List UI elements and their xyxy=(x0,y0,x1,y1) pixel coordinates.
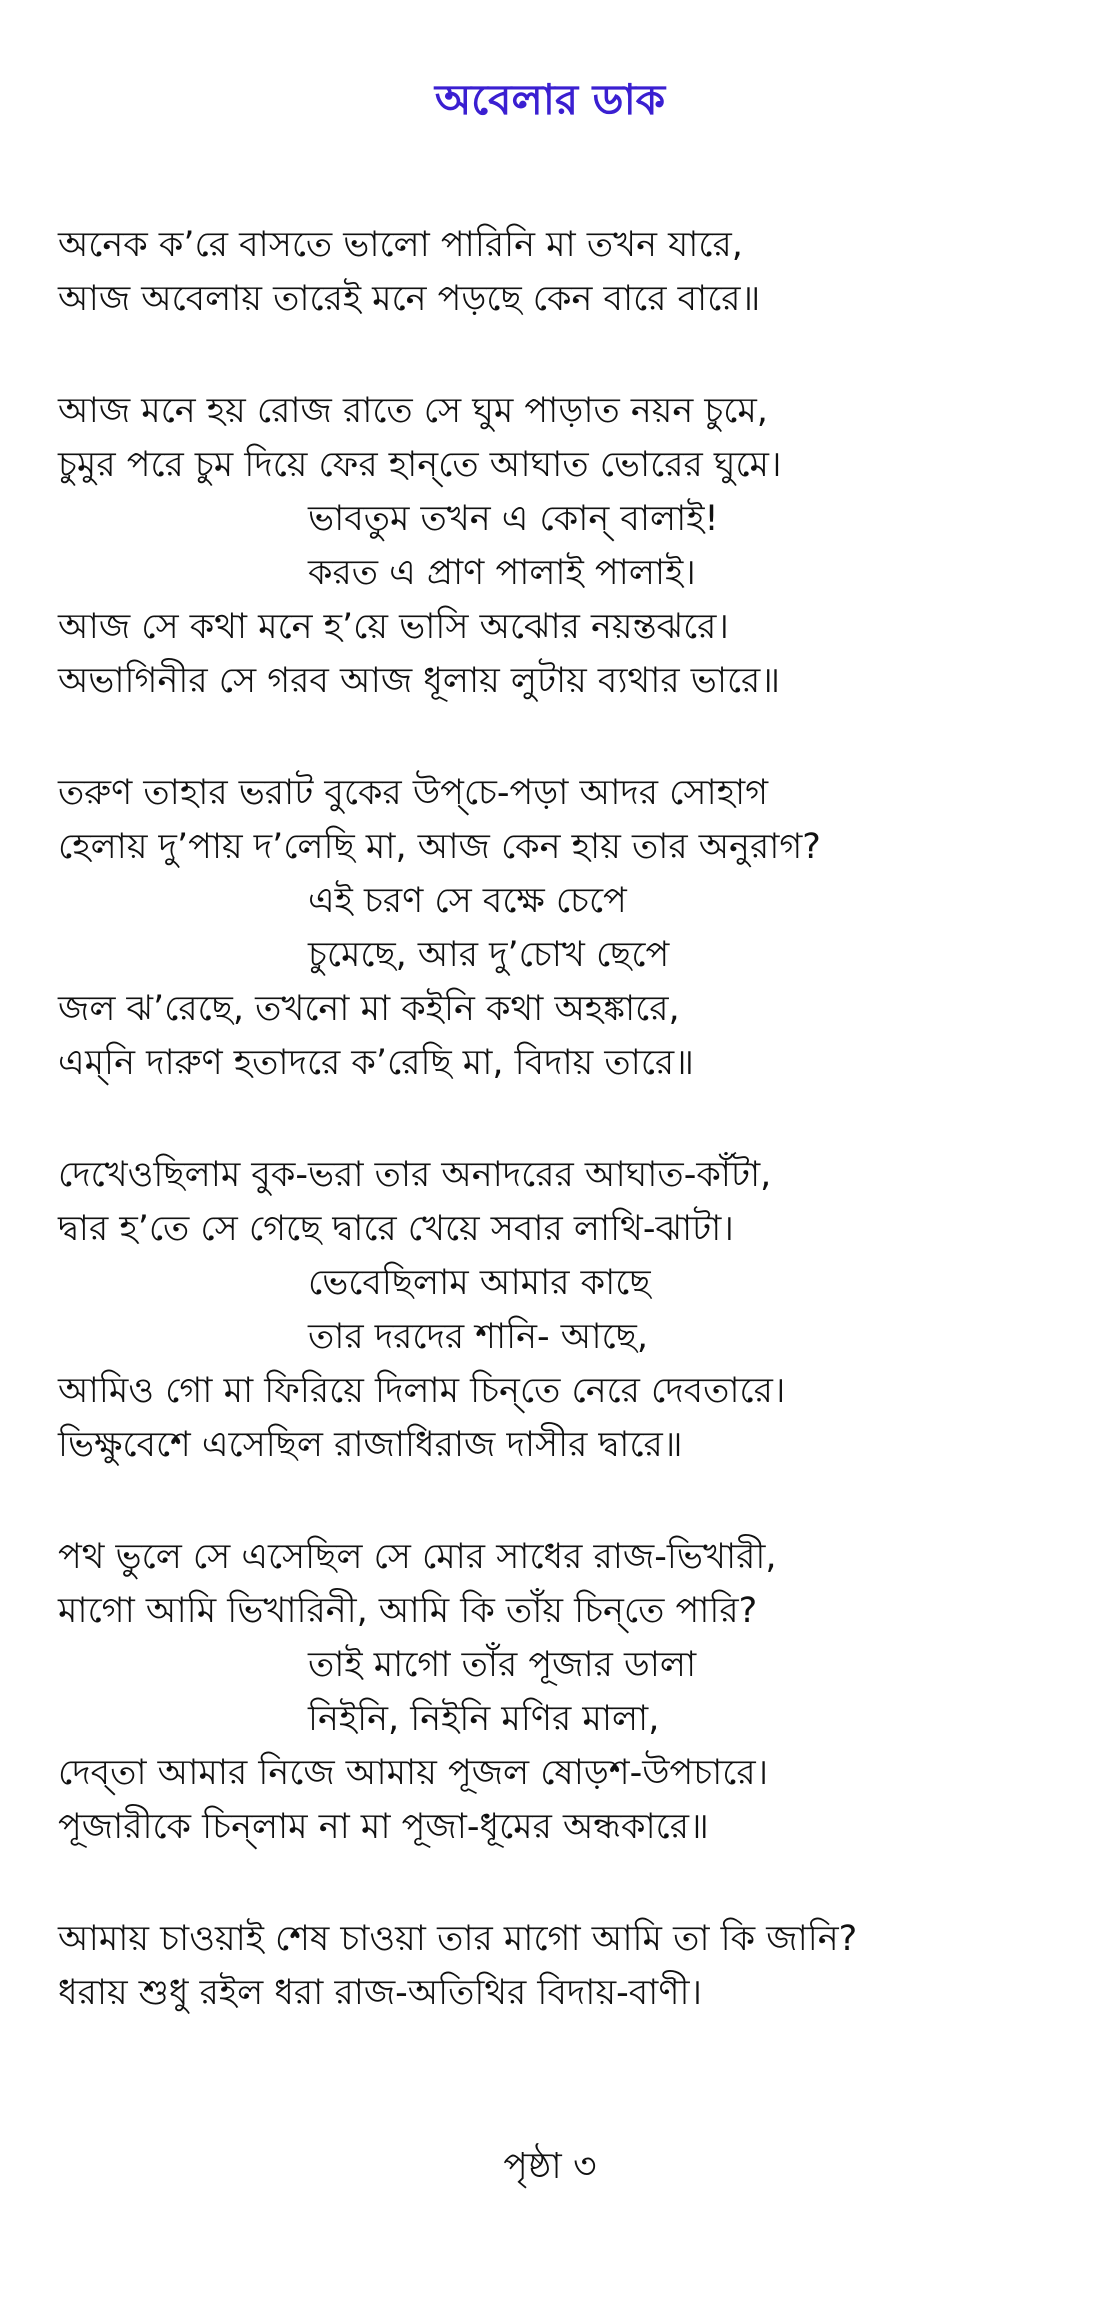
poem-stanza xyxy=(58,766,1058,1090)
poem-line: আজ সে কথা মনে হ’য়ে ভাসি অঝোর নয়ন্তঝরে। xyxy=(58,607,729,647)
poem-body xyxy=(58,218,1058,2078)
poem-line: হেলায় দু’পায় দ’লেছি মা, আজ কেন হায় তার অনুরাগ? xyxy=(58,827,821,867)
poem-stanza xyxy=(58,384,1058,708)
poem-line: জল ঝ’রেছে, তখনো মা কইনি কথা অহঙ্কারে, xyxy=(58,989,680,1029)
poem-line: পথ ভুলে সে এসেছিল সে মোর সাধের রাজ-ভিখারী, xyxy=(58,1537,777,1577)
poem-line: আমায় চাওয়াই শেষ চাওয়া তার মাগো আমি তা কি জানি? xyxy=(58,1919,858,1959)
poem-line: করত এ প্রাণ পালাই পালাই। xyxy=(308,553,696,593)
poem-line: চুমুর পরে চুম দিয়ে ফের হান্‌তে আঘাত ভোরের ঘুমে। xyxy=(58,445,782,485)
poem-stanza xyxy=(58,218,1058,326)
poem-line: এই চরণ সে বক্ষে চেপে xyxy=(308,881,627,921)
poem-line: ভিক্ষুবেশে এসেছিল রাজাধিরাজ দাসীর দ্বারে॥ xyxy=(58,1425,683,1465)
poem-line: অনেক ক’রে বাসতে ভালো পারিনি মা তখন যারে, xyxy=(58,225,743,265)
poem-line: তার দরদের শানি- আছে, xyxy=(308,1317,648,1357)
poem-line: নিইনি, নিইনি মণির মালা, xyxy=(308,1699,660,1739)
page-number: পৃষ্ঠা ৩ xyxy=(503,2146,597,2187)
poem-stanza xyxy=(58,1912,1058,2020)
poem-line: চুমেছে, আর দু’চোখ ছেপে xyxy=(308,935,670,975)
poem-line: ভেবেছিলাম আমার কাছে xyxy=(308,1263,651,1303)
poem-line: পূজারীকে চিন্‌লাম না মা পূজা-ধূমের অন্ধকারে॥ xyxy=(58,1807,709,1847)
poem-line: দ্বার হ’তে সে গেছে দ্বারে খেয়ে সবার লাথি-ঝাটা। xyxy=(58,1209,734,1249)
poem-stanza xyxy=(58,1148,1058,1472)
poem-line: আমিও গো মা ফিরিয়ে দিলাম চিন্‌তে নেরে দেবতারে। xyxy=(58,1371,786,1411)
page-title: অবেলার ডাক xyxy=(434,75,666,124)
poem-line: মাগো আমি ভিখারিনী, আমি কি তাঁয় চিন্‌তে পারি? xyxy=(58,1591,758,1631)
poem-line: ধরায় শুধু রইল ধরা রাজ-অতিথির বিদায়-বাণী। xyxy=(58,1973,703,2013)
poem-line: অভাগিনীর সে গরব আজ ধূলায় লুটায় ব্যথার ভারে॥ xyxy=(58,661,781,701)
poem-line: দেখেওছিলাম বুক-ভরা তার অনাদরের আঘাত-কাঁটা, xyxy=(58,1155,772,1195)
poem-stanza xyxy=(58,1530,1058,1854)
poem-line: তরুণ তাহার ভরাট বুকের উপ্‌চে-পড়া আদর সোহাগ xyxy=(58,773,769,813)
poem-line: আজ মনে হয় রোজ রাতে সে ঘুম পাড়াত নয়ন চুমে, xyxy=(58,391,768,431)
poem-line: তাই মাগো তাঁর পূজার ডালা xyxy=(308,1645,697,1685)
poem-line: ভাবতুম তখন এ কোন্‌ বালাই! xyxy=(308,499,719,539)
poem-line: দেব্‌তা আমার নিজে আমায় পূজল ষোড়শ-উপচারে। xyxy=(58,1753,769,1793)
poem-line: এম্‌নি দারুণ হতাদরে ক’রেছি মা, বিদায় তারে॥ xyxy=(58,1043,694,1083)
poem-line: আজ অবেলায় তারেই মনে পড়ছে কেন বারে বারে॥ xyxy=(58,279,761,319)
